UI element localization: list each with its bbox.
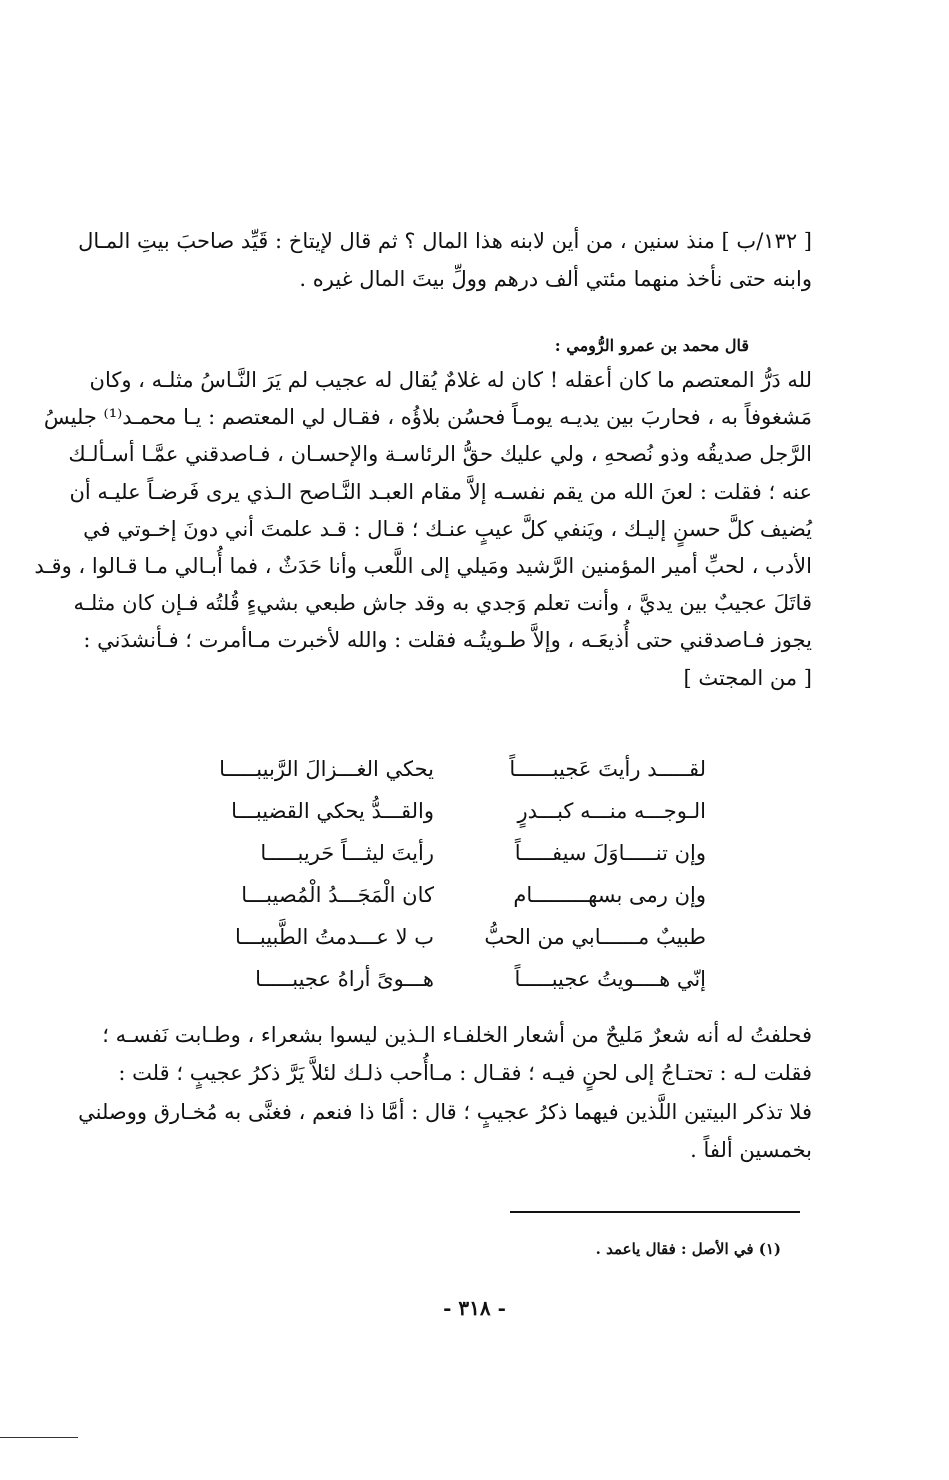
text-line: مَشغوفاً به ، فحاربَ بين يديـه يومـاً فحسُن بلاؤُه ، فقـال لي المعتصم : يـا محمـد⁽¹⁾ جليسُ <box>43 405 812 430</box>
text-line: يجوز فـاصدقني حتى أُذيعَـه ، وإلاَّ طـويتُـه فقلت : والله لأخبرت مـاأمرت ؛ فـأنشدَني : <box>83 628 812 653</box>
text-line: يُضيف كلَّ حسنٍ إليـك ، ويَنفي كلَّ عيبٍ عنـك ؛ قـال : قـد علمتَ أني دونَ إخـوتي في <box>83 516 812 541</box>
text-line: فحلفتُ له أنه شعرٌ مَليحٌ من أشعار الخلفـاء الـذين ليسوا بشعراء ، وطـابت نَفسـه ؛ <box>102 1023 812 1047</box>
text-line: فقلت لـه : تحتـاجُ إلى لحنٍ فيـه ؛ فقـال : مـاأُحب ذلـك لئلاَّ يَرَّ ذكرُ عجيبٍ ؛ قلت : <box>118 1061 812 1086</box>
first-hemistich: إنّي هــــويتُ عجيبـــــاً <box>514 967 706 991</box>
poem-verse <box>200 790 710 832</box>
text-line: لله دَرُّ المعتصم ما كان أعقله ! كان له غلامٌ يُقال له عجيب لم يَرَ النَّـاسُ مثلـه ، وكان <box>89 368 812 392</box>
poem-verse <box>200 916 710 958</box>
narrator-heading: قال محمد بن عمرو الرُّومي : <box>554 336 749 355</box>
main-paragraph <box>34 362 812 697</box>
poem-verse <box>200 958 710 1000</box>
second-hemistich: هـــوىً أراهُ عجيبـــــا <box>255 967 434 991</box>
poem-verse <box>200 748 710 790</box>
poem-verse <box>200 874 710 916</box>
text-line: فلا تذكر البيتين اللَّذين فيهما ذكرُ عجيبٍ ؛ قال : أمَّا ذا فنعم ، فغنَّى به مُخـارق ووصلني <box>78 1099 812 1124</box>
footnote-divider <box>510 1211 800 1213</box>
poem-verse <box>200 832 710 874</box>
footnote: (١) في الأصل : فقال ياعمد . <box>595 1240 781 1258</box>
second-hemistich: ب لا عـــدمتُ الطَّبيبـــا <box>235 925 434 949</box>
poem-block <box>200 748 710 1000</box>
first-hemistich: وإن تنـــــاوَلَ سيفـــــاً <box>514 841 706 865</box>
page-number: - ٣١٨ - <box>443 1296 506 1320</box>
scan-edge-line <box>0 1437 78 1438</box>
first-hemistich: وإن رمى بسهـــــــــام <box>513 883 706 907</box>
text-line: عنه ؛ فقلت : لعنَ الله من يقم نفسـه إلاَّ مقام العبـد النَّـاصح الـذي يرى فَرضـاً عليـه أن <box>69 479 812 504</box>
closing-paragraph <box>78 1016 812 1169</box>
text-line: قاتَلَ عجيبٌ بين يديَّ ، وأنت تعلم وَجدي به وقد جاش طبعي بشيءٍ قُلتُه فـإن كان مثلـه <box>73 591 812 616</box>
second-hemistich: رأيتَ ليثـــاً حَريبـــــا <box>260 841 434 865</box>
text-line: بخمسين ألفاً . <box>690 1137 812 1162</box>
text-line: الأدب ، لحبِّ أمير المؤمنين الرَّشيد ومَيلي إلى اللَّعب وأنا حَدَثٌ ، فما أُبـالي مـا قـالوا ، وقـد <box>34 554 812 579</box>
first-hemistich: الـوجـــه منـــه كبـــدرٍ <box>517 799 706 823</box>
second-hemistich: والقـــدُّ يحكي القضيبـــا <box>231 799 434 823</box>
text-line: الرَّجل صديقُه وذو نُصحهِ ، ولي عليك حقُّ الرئاسـة والإحسـان ، فـاصدقني عمَّـا أسـألـك <box>68 442 812 467</box>
text-line: [ ١٣٢/ب ] منذ سنين ، من أين لابنه هذا المال ؟ ثم قال لإيتاخ : قَيِّد صاحبَ بيتِ المـال <box>78 229 812 253</box>
first-hemistich: طبيبٌ مــــــابي من الحبُّ <box>484 925 706 949</box>
first-hemistich: لقـــــد رأيتَ عَجيبــــــاً <box>509 757 706 781</box>
second-hemistich: كان الْمَجَـــدُ الْمُصيبـــا <box>241 883 434 907</box>
second-hemistich: يحكي الغـــزالَ الرَّبيبـــــا <box>219 757 434 781</box>
text-line: وابنه حتى نأخذ منهما مئتي ألف درهم وولِّ بيتَ المال غيره . <box>299 267 812 291</box>
intro-paragraph <box>78 222 812 298</box>
meter-label: [ من المجتث ] <box>683 665 812 690</box>
